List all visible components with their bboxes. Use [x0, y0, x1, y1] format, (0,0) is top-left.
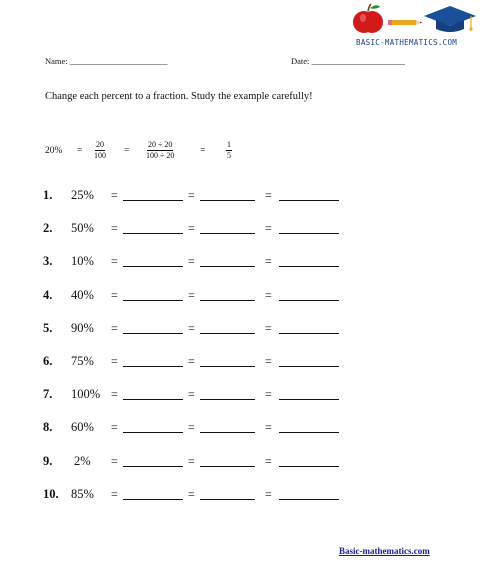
problem-number: 10.	[43, 486, 59, 501]
problem-number: 7.	[43, 387, 53, 402]
answer-blank-3[interactable]	[279, 399, 339, 400]
problem-percent: 10%	[71, 254, 94, 269]
problem-percent: 90%	[71, 320, 94, 335]
problem-number: 9.	[43, 453, 53, 468]
date-label: Date:	[291, 56, 310, 66]
problem-percent: 100%	[71, 387, 101, 402]
equals-sign: =	[188, 188, 195, 202]
answer-blank-1[interactable]	[123, 432, 183, 433]
example-fraction-2	[146, 140, 174, 161]
fraction-denominator: 100 ÷ 20	[146, 151, 175, 160]
answer-blank-1[interactable]	[123, 499, 183, 500]
name-field	[45, 56, 168, 66]
answer-blank-1[interactable]	[123, 266, 183, 267]
answer-blank-2[interactable]	[200, 233, 255, 234]
problem-number: 3.	[43, 254, 53, 269]
equals-sign: =	[188, 221, 195, 236]
answer-blank-3[interactable]	[279, 432, 339, 433]
answer-blank-2[interactable]	[200, 366, 255, 367]
equals-sign: =	[111, 387, 118, 402]
answer-blank-2[interactable]	[200, 399, 255, 400]
answer-blank-1[interactable]	[123, 466, 183, 467]
problem-number: 2.	[43, 221, 53, 236]
problem-percent: 75%	[71, 354, 94, 368]
problem-percent: 85%	[71, 486, 94, 501]
equals-sign: =	[188, 320, 195, 335]
equals-sign: =	[188, 486, 195, 501]
date-line: ______________________	[311, 56, 406, 66]
equals-sign: =	[111, 354, 118, 368]
equals-sign: =	[111, 320, 118, 335]
fraction-denominator: 5	[227, 151, 231, 160]
answer-blank-3[interactable]	[279, 499, 339, 500]
equals-sign: =	[265, 387, 272, 402]
example-eq-1: =	[77, 146, 83, 156]
equals-sign: =	[265, 320, 272, 335]
equals-sign: =	[111, 254, 118, 269]
problem-number: 1.	[43, 188, 53, 202]
answer-blank-1[interactable]	[123, 399, 183, 400]
name-line: _______________________	[69, 56, 168, 66]
fraction-denominator: 100	[94, 151, 106, 160]
pencil-icon	[388, 20, 422, 25]
fraction-numerator: 20	[96, 140, 104, 149]
equals-sign: =	[188, 453, 195, 468]
problem-percent: 50%	[71, 221, 94, 236]
answer-blank-2[interactable]	[200, 200, 255, 201]
answer-blank-2[interactable]	[200, 466, 255, 467]
problem-percent: 25%	[71, 188, 94, 202]
equals-sign: =	[111, 287, 118, 302]
equals-sign: =	[265, 254, 272, 269]
answer-blank-2[interactable]	[200, 499, 255, 500]
equals-sign: =	[111, 486, 118, 501]
answer-blank-1[interactable]	[123, 200, 183, 201]
problem-percent: 2%	[74, 453, 91, 468]
answer-blank-3[interactable]	[279, 366, 339, 367]
answer-blank-3[interactable]	[279, 266, 339, 267]
date-field	[291, 56, 405, 66]
equals-sign: =	[265, 453, 272, 468]
answer-blank-2[interactable]	[200, 432, 255, 433]
problem-percent: 60%	[71, 420, 94, 435]
example-eq-2: =	[124, 146, 130, 156]
example-fraction-1	[94, 140, 106, 161]
equals-sign: =	[111, 420, 118, 435]
answer-blank-1[interactable]	[123, 366, 183, 367]
answer-blank-1[interactable]	[123, 333, 183, 334]
equals-sign: =	[265, 420, 272, 435]
equals-sign: =	[188, 420, 195, 435]
equals-sign: =	[265, 486, 272, 501]
equals-sign: =	[265, 188, 272, 202]
equals-sign: =	[265, 354, 272, 368]
answer-blank-3[interactable]	[279, 300, 339, 301]
answer-blank-2[interactable]	[200, 266, 255, 267]
problem-number: 4.	[43, 287, 53, 302]
example-percent: 20%	[45, 146, 63, 156]
example-fraction-3	[226, 140, 232, 161]
fraction-numerator: 20 ÷ 20	[148, 140, 173, 149]
answer-blank-2[interactable]	[200, 300, 255, 301]
answer-blank-3[interactable]	[279, 233, 339, 234]
equals-sign: =	[188, 254, 195, 269]
equals-sign: =	[111, 453, 118, 468]
equals-sign: =	[188, 354, 195, 368]
answer-blank-3[interactable]	[279, 466, 339, 467]
graduation-cap-icon	[424, 6, 476, 32]
instructions: Change each percent to a fraction. Study the example carefully!	[45, 91, 313, 102]
problem-number: 8.	[43, 420, 53, 435]
equals-sign: =	[265, 287, 272, 302]
answer-blank-1[interactable]	[123, 300, 183, 301]
equals-sign: =	[188, 287, 195, 302]
problem-number: 6.	[43, 354, 53, 368]
logo-text: BASIC-MATHEMATICS.COM	[356, 38, 458, 47]
equals-sign: =	[111, 188, 118, 202]
problem-percent: 40%	[71, 287, 94, 302]
apple-icon	[353, 4, 383, 33]
example-eq-3: =	[200, 146, 206, 156]
answer-blank-3[interactable]	[279, 200, 339, 201]
answer-blank-3[interactable]	[279, 333, 339, 334]
fraction-numerator: 1	[227, 140, 231, 149]
equals-sign: =	[111, 221, 118, 236]
equals-sign: =	[188, 387, 195, 402]
problem-number: 5.	[43, 320, 53, 335]
site-logo	[350, 2, 484, 52]
answer-blank-2[interactable]	[200, 333, 255, 334]
footer-link[interactable]: Basic-mathematics.com	[339, 546, 430, 556]
logo-graphic	[350, 2, 484, 40]
answer-blank-1[interactable]	[123, 233, 183, 234]
equals-sign: =	[265, 221, 272, 236]
name-label: Name:	[45, 56, 68, 66]
